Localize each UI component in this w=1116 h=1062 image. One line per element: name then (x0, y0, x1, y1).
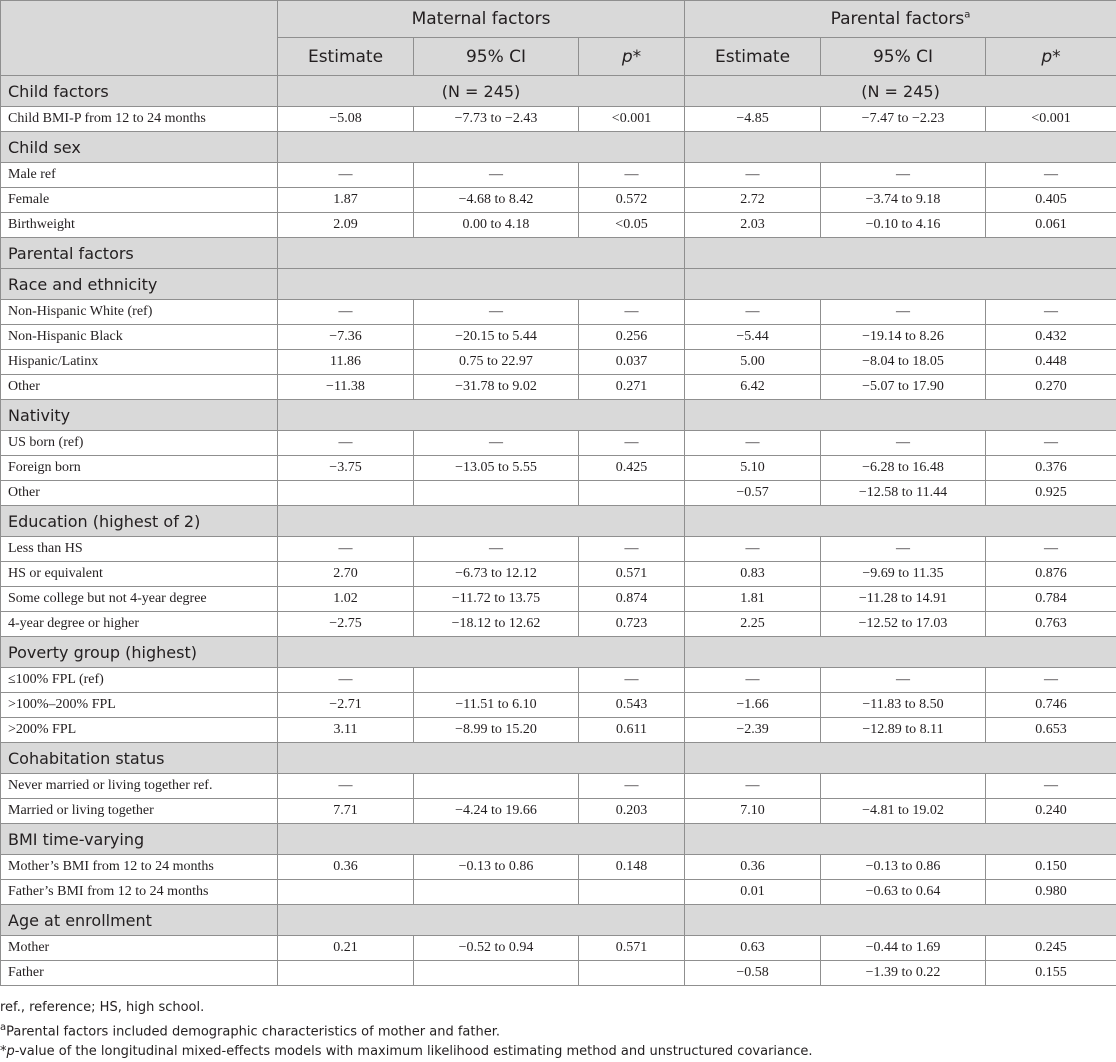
cell-p-est: 5.00 (685, 350, 821, 375)
row-label: Non-Hispanic Black (1, 325, 278, 350)
cell-m-ci: −20.15 to 5.44 (414, 325, 579, 350)
row-label: Female (1, 188, 278, 213)
cell-p-p: — (986, 668, 1116, 693)
cell-m-ci: −31.78 to 9.02 (414, 375, 579, 400)
cell-p-ci: — (821, 300, 986, 325)
cell-m-p: 0.571 (579, 562, 685, 587)
footnote-star-mark: * (0, 1044, 7, 1059)
section-n-maternal (278, 824, 685, 855)
header-parental-footnote-mark: a (964, 9, 970, 20)
row-label: Other (1, 375, 278, 400)
cell-m-ci: −7.73 to −2.43 (414, 107, 579, 132)
cell-p-est: 2.03 (685, 213, 821, 238)
row-label: Married or living together (1, 799, 278, 824)
cell-p-ci: −4.81 to 19.02 (821, 799, 986, 824)
header-maternal-label: Maternal factors (412, 9, 551, 29)
section-n-parental (685, 905, 1116, 936)
cell-p-ci: −8.04 to 18.05 (821, 350, 986, 375)
section-n-maternal (278, 743, 685, 774)
section-row (1, 743, 1116, 774)
cell-m-ci: −4.68 to 8.42 (414, 188, 579, 213)
table-row (1, 562, 1116, 587)
cell-p-ci: −12.58 to 11.44 (821, 481, 986, 506)
section-row (1, 132, 1116, 163)
cell-p-est: 2.72 (685, 188, 821, 213)
cell-p-p: — (986, 300, 1116, 325)
cell-m-ci: −11.72 to 13.75 (414, 587, 579, 612)
cell-p-p: 0.925 (986, 481, 1116, 506)
cell-p-ci (821, 774, 986, 799)
cell-p-est: 0.63 (685, 936, 821, 961)
table-row (1, 799, 1116, 824)
cell-m-est: 11.86 (278, 350, 414, 375)
table-row (1, 774, 1116, 799)
section-n-parental (685, 637, 1116, 668)
row-label: Father’s BMI from 12 to 24 months (1, 880, 278, 905)
cell-m-p: <0.05 (579, 213, 685, 238)
cell-p-ci: — (821, 668, 986, 693)
section-title: Child sex (1, 132, 278, 163)
section-n-parental (685, 506, 1116, 537)
row-label: Birthweight (1, 213, 278, 238)
header-maternal-factors (278, 1, 685, 38)
cell-p-est: — (685, 431, 821, 456)
table-row (1, 693, 1116, 718)
cell-m-est: −7.36 (278, 325, 414, 350)
cell-p-p: — (986, 537, 1116, 562)
table-row (1, 718, 1116, 743)
header-maternal-ci: 95% CI (414, 38, 579, 76)
cell-p-p: 0.245 (986, 936, 1116, 961)
cell-m-ci (414, 961, 579, 986)
header-corner (1, 1, 278, 76)
cell-p-p: 0.784 (986, 587, 1116, 612)
section-title: Race and ethnicity (1, 269, 278, 300)
cell-m-p: — (579, 300, 685, 325)
cell-m-p: 0.611 (579, 718, 685, 743)
header-maternal-estimate: Estimate (278, 38, 414, 76)
cell-m-est: — (278, 774, 414, 799)
cell-m-ci: −0.52 to 0.94 (414, 936, 579, 961)
section-n-maternal (278, 238, 685, 269)
cell-m-est: 7.71 (278, 799, 414, 824)
cell-p-p: <0.001 (986, 107, 1116, 132)
cell-m-ci (414, 774, 579, 799)
cell-m-p: 0.425 (579, 456, 685, 481)
row-label: Other (1, 481, 278, 506)
footnote-a-text: Parental factors included demographic characteristics of mother and father. (6, 1024, 500, 1039)
cell-p-p: 0.653 (986, 718, 1116, 743)
header-parental-label: Parental factors (831, 9, 965, 29)
table-row (1, 456, 1116, 481)
cell-p-p: 0.376 (986, 456, 1116, 481)
table-row (1, 587, 1116, 612)
cell-p-p: 0.876 (986, 562, 1116, 587)
table-row (1, 431, 1116, 456)
row-label: 4-year degree or higher (1, 612, 278, 637)
cell-p-p: 0.448 (986, 350, 1116, 375)
section-title: Child factors (1, 76, 278, 107)
cell-m-est: 0.21 (278, 936, 414, 961)
section-title: BMI time-varying (1, 824, 278, 855)
cell-p-p: 0.270 (986, 375, 1116, 400)
section-n-parental (685, 824, 1116, 855)
section-row (1, 238, 1116, 269)
cell-m-p: 0.148 (579, 855, 685, 880)
table-row (1, 537, 1116, 562)
cell-m-est: — (278, 300, 414, 325)
section-n-parental (685, 743, 1116, 774)
section-n-maternal (278, 905, 685, 936)
cell-p-est: 7.10 (685, 799, 821, 824)
header-parental-estimate: Estimate (685, 38, 821, 76)
header-parental-ci: 95% CI (821, 38, 986, 76)
section-title: Parental factors (1, 238, 278, 269)
cell-m-est (278, 961, 414, 986)
cell-m-est: 0.36 (278, 855, 414, 880)
cell-p-est: −1.66 (685, 693, 821, 718)
p-star: * (633, 47, 642, 67)
row-label: Hispanic/Latinx (1, 350, 278, 375)
cell-m-est: −5.08 (278, 107, 414, 132)
cell-p-est: 2.25 (685, 612, 821, 637)
cell-m-ci (414, 668, 579, 693)
cell-m-est: −3.75 (278, 456, 414, 481)
cell-m-p: 0.572 (579, 188, 685, 213)
section-row (1, 400, 1116, 431)
table-row (1, 375, 1116, 400)
cell-m-est: 2.09 (278, 213, 414, 238)
cell-p-p: — (986, 163, 1116, 188)
section-n-maternal (278, 400, 685, 431)
row-label: US born (ref) (1, 431, 278, 456)
cell-m-p: 0.874 (579, 587, 685, 612)
cell-p-est: −0.58 (685, 961, 821, 986)
cell-p-ci: −0.13 to 0.86 (821, 855, 986, 880)
row-label: Mother’s BMI from 12 to 24 months (1, 855, 278, 880)
row-label: Male ref (1, 163, 278, 188)
cell-p-ci: −1.39 to 0.22 (821, 961, 986, 986)
cell-m-p: 0.037 (579, 350, 685, 375)
cell-m-p: 0.571 (579, 936, 685, 961)
cell-m-ci: 0.00 to 4.18 (414, 213, 579, 238)
table-row (1, 163, 1116, 188)
row-label: Mother (1, 936, 278, 961)
row-label: Non-Hispanic White (ref) (1, 300, 278, 325)
row-label: >100%–200% FPL (1, 693, 278, 718)
cell-p-p: 0.980 (986, 880, 1116, 905)
cell-m-est (278, 481, 414, 506)
table-row (1, 300, 1116, 325)
p-star: * (1052, 47, 1061, 67)
row-label: Child BMI-P from 12 to 24 months (1, 107, 278, 132)
row-label: >200% FPL (1, 718, 278, 743)
footnote-star (0, 1042, 1116, 1062)
cell-p-ci: −11.83 to 8.50 (821, 693, 986, 718)
section-n-parental (685, 238, 1116, 269)
cell-m-ci: −13.05 to 5.55 (414, 456, 579, 481)
cell-m-p: — (579, 668, 685, 693)
table-row (1, 213, 1116, 238)
footnote-star-text: -value of the longitudinal mixed-effects models with maximum likelihood estimating method and unstructured covariance. (15, 1044, 813, 1059)
cell-p-est: 0.83 (685, 562, 821, 587)
cell-p-p: 0.432 (986, 325, 1116, 350)
cell-m-est: −2.75 (278, 612, 414, 637)
table-row (1, 188, 1116, 213)
p-symbol: p (1041, 47, 1052, 67)
cell-m-p: <0.001 (579, 107, 685, 132)
cell-p-est: 0.01 (685, 880, 821, 905)
cell-m-ci: −4.24 to 19.66 (414, 799, 579, 824)
cell-m-est: 1.02 (278, 587, 414, 612)
cell-p-est: −0.57 (685, 481, 821, 506)
section-title: Poverty group (highest) (1, 637, 278, 668)
cell-p-ci: −12.52 to 17.03 (821, 612, 986, 637)
footnote-a (0, 1018, 1116, 1042)
cell-m-p: 0.723 (579, 612, 685, 637)
cell-p-ci: −6.28 to 16.48 (821, 456, 986, 481)
section-n-maternal (278, 506, 685, 537)
cell-p-est: — (685, 774, 821, 799)
row-label: Some college but not 4-year degree (1, 587, 278, 612)
cell-m-p: — (579, 537, 685, 562)
cell-m-ci: −18.12 to 12.62 (414, 612, 579, 637)
cell-p-est: — (685, 163, 821, 188)
cell-m-ci: −6.73 to 12.12 (414, 562, 579, 587)
cell-m-p: — (579, 774, 685, 799)
cell-p-ci: — (821, 537, 986, 562)
cell-p-p: 0.240 (986, 799, 1116, 824)
cell-m-p: 0.543 (579, 693, 685, 718)
cell-p-p: — (986, 774, 1116, 799)
section-n-maternal: (N = 245) (278, 76, 685, 107)
cell-p-est: — (685, 537, 821, 562)
section-n-maternal (278, 132, 685, 163)
table-row (1, 107, 1116, 132)
cell-p-est: 1.81 (685, 587, 821, 612)
cell-p-ci: −0.10 to 4.16 (821, 213, 986, 238)
cell-p-ci: — (821, 431, 986, 456)
cell-m-est: −2.71 (278, 693, 414, 718)
row-label: Less than HS (1, 537, 278, 562)
cell-m-ci: −11.51 to 6.10 (414, 693, 579, 718)
cell-m-ci: 0.75 to 22.97 (414, 350, 579, 375)
cell-m-ci: — (414, 537, 579, 562)
section-n-maternal (278, 637, 685, 668)
table-row (1, 668, 1116, 693)
table-header (1, 1, 1116, 76)
table-row (1, 936, 1116, 961)
header-parental-factors (685, 1, 1116, 38)
cell-p-ci: −0.44 to 1.69 (821, 936, 986, 961)
cell-p-est: −5.44 (685, 325, 821, 350)
cell-p-est: −4.85 (685, 107, 821, 132)
cell-m-ci: −0.13 to 0.86 (414, 855, 579, 880)
row-label: Father (1, 961, 278, 986)
cell-p-ci: −5.07 to 17.90 (821, 375, 986, 400)
cell-m-ci: — (414, 163, 579, 188)
header-parental-p (986, 38, 1116, 76)
section-n-parental (685, 400, 1116, 431)
cell-m-p: 0.271 (579, 375, 685, 400)
table-row (1, 961, 1116, 986)
cell-p-p: 0.150 (986, 855, 1116, 880)
cell-m-p: — (579, 163, 685, 188)
cell-m-est: 3.11 (278, 718, 414, 743)
cell-m-est: — (278, 163, 414, 188)
cell-p-est: 0.36 (685, 855, 821, 880)
cell-p-p: 0.746 (986, 693, 1116, 718)
cell-m-est: −11.38 (278, 375, 414, 400)
cell-m-est: — (278, 668, 414, 693)
cell-p-est: 5.10 (685, 456, 821, 481)
footnote-abbreviations: ref., reference; HS, high school. (0, 998, 1116, 1018)
section-n-parental (685, 269, 1116, 300)
row-label: ≤100% FPL (ref) (1, 668, 278, 693)
section-title: Education (highest of 2) (1, 506, 278, 537)
section-row (1, 506, 1116, 537)
p-symbol: p (622, 47, 633, 67)
table-footnotes (0, 998, 1116, 1062)
cell-p-est: −2.39 (685, 718, 821, 743)
cell-p-ci: −9.69 to 11.35 (821, 562, 986, 587)
table-row (1, 855, 1116, 880)
section-row (1, 824, 1116, 855)
cell-p-est: 6.42 (685, 375, 821, 400)
section-n-maternal (278, 269, 685, 300)
cell-m-p (579, 961, 685, 986)
cell-p-ci: — (821, 163, 986, 188)
section-n-parental: (N = 245) (685, 76, 1116, 107)
cell-m-p: — (579, 431, 685, 456)
cell-m-ci: −8.99 to 15.20 (414, 718, 579, 743)
section-title: Age at enrollment (1, 905, 278, 936)
section-title: Cohabitation status (1, 743, 278, 774)
cell-p-ci: −7.47 to −2.23 (821, 107, 986, 132)
section-row (1, 905, 1116, 936)
table-row (1, 612, 1116, 637)
section-row (1, 76, 1116, 107)
cell-m-ci (414, 880, 579, 905)
cell-p-p: — (986, 431, 1116, 456)
cell-m-est: 1.87 (278, 188, 414, 213)
row-label: Foreign born (1, 456, 278, 481)
section-row (1, 269, 1116, 300)
cell-p-p: 0.061 (986, 213, 1116, 238)
cell-m-ci (414, 481, 579, 506)
table-row (1, 325, 1116, 350)
cell-m-p: 0.256 (579, 325, 685, 350)
section-row (1, 637, 1116, 668)
cell-m-est (278, 880, 414, 905)
cell-m-p (579, 481, 685, 506)
table-body (1, 76, 1116, 986)
table-row (1, 350, 1116, 375)
table-row (1, 481, 1116, 506)
cell-m-est: 2.70 (278, 562, 414, 587)
cell-p-est: — (685, 300, 821, 325)
section-title: Nativity (1, 400, 278, 431)
cell-p-p: 0.405 (986, 188, 1116, 213)
cell-p-p: 0.763 (986, 612, 1116, 637)
row-label: HS or equivalent (1, 562, 278, 587)
cell-m-est: — (278, 537, 414, 562)
row-label: Never married or living together ref. (1, 774, 278, 799)
cell-m-ci: — (414, 431, 579, 456)
cell-p-ci: −0.63 to 0.64 (821, 880, 986, 905)
cell-p-ci: −11.28 to 14.91 (821, 587, 986, 612)
cell-p-ci: −12.89 to 8.11 (821, 718, 986, 743)
cell-m-p (579, 880, 685, 905)
cell-m-p: 0.203 (579, 799, 685, 824)
table-row (1, 880, 1116, 905)
cell-p-ci: −19.14 to 8.26 (821, 325, 986, 350)
cell-p-est: — (685, 668, 821, 693)
header-maternal-p (579, 38, 685, 76)
footnote-a-mark: a (0, 1022, 6, 1033)
cell-m-ci: — (414, 300, 579, 325)
cell-p-ci: −3.74 to 9.18 (821, 188, 986, 213)
cell-p-p: 0.155 (986, 961, 1116, 986)
footnote-star-p: p (7, 1044, 15, 1059)
section-n-parental (685, 132, 1116, 163)
cell-m-est: — (278, 431, 414, 456)
